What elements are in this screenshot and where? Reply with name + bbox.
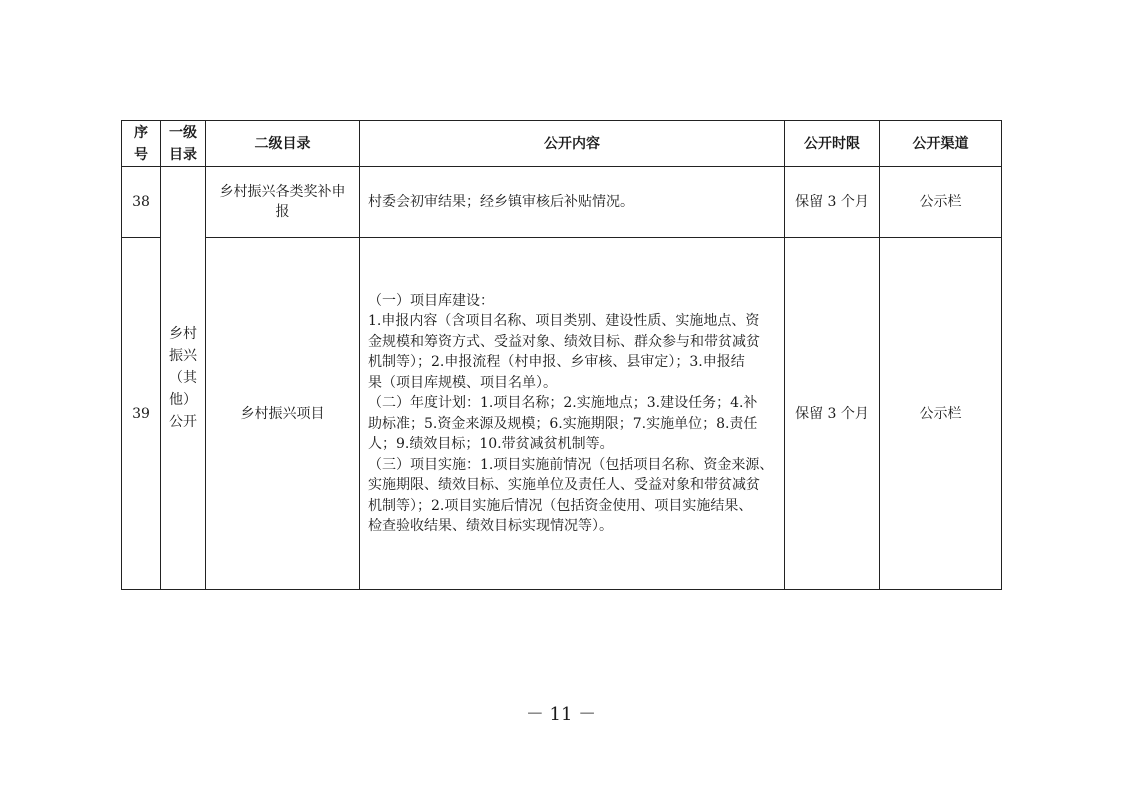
content-line: 果（项目库规模、项目名单）。 [368,374,557,391]
table-header-row [122,121,1002,167]
level1-line: 公开 [169,414,197,430]
level1-line: 他） [169,392,197,408]
content-line: 村委会初审结果；经乡镇审核后补贴情况。 [368,193,634,210]
content-line: 实施期限、绩效目标、实施单位及责任人、受益对象和带贫减贫 [368,477,760,493]
content-line: 机制等）；2.申报流程（村申报、乡审核、县审定）；3.申报结 [368,354,745,370]
content-line: 金规模和筹资方式、受益对象、绩效目标、群众参与和带贫减贫 [368,333,760,350]
header-seq [122,121,161,167]
header-level2: 二级目录 [206,121,360,167]
header-level1-line: 目录 [169,146,197,163]
disclosure-table [121,120,1002,590]
content-line: 人；9.绩效目标；10.带贫减贫机制等。 [368,436,614,452]
header-content: 公开内容 [360,121,785,167]
content-line: 助标准；5.资金来源及规模；6.实施期限；7.实施单位；8.责任 [368,415,758,432]
table-row [122,167,1002,238]
header-seq-line: 序 [134,124,148,141]
header-seq-line: 号 [134,146,148,163]
row-level2: 乡村振兴各类奖补申报 [206,167,360,238]
level1-line: 振兴 [169,348,197,364]
page-number: － 11 － [525,704,597,725]
row-period: 保留 3 个月 [785,167,880,238]
header-period: 公开时限 [785,121,880,167]
content-line: （一）项目库建设： [368,292,494,309]
table-row [122,238,1002,590]
row-content [360,167,785,238]
header-level1-line: 一级 [169,124,197,141]
content-line: （三）项目实施：1.项目实施前情况（包括项目名称、资金来源、 [368,456,774,473]
row-seq: 38 [122,167,161,238]
level1-line: 乡村 [169,326,197,342]
row-period: 保留 3 个月 [785,238,880,590]
header-channel: 公开渠道 [880,121,1002,167]
content-line: 检查验收结果、绩效目标实现情况等）。 [368,518,613,534]
header-level1 [161,121,206,167]
content-line: 机制等）；2.项目实施后情况（包括资金使用、项目实施结果、 [368,497,753,514]
content-line: （二）年度计划：1.项目名称；2.实施地点；3.建设任务；4.补 [368,395,758,411]
level1-category [161,167,206,590]
row-level2: 乡村振兴项目 [206,238,360,590]
content-line: 1.申报内容（含项目名称、项目类别、建设性质、实施地点、资 [368,313,760,329]
row-seq: 39 [122,238,161,590]
level1-line: （其 [169,370,197,386]
row-channel: 公示栏 [880,167,1002,238]
row-channel: 公示栏 [880,238,1002,590]
row-content [360,238,785,590]
